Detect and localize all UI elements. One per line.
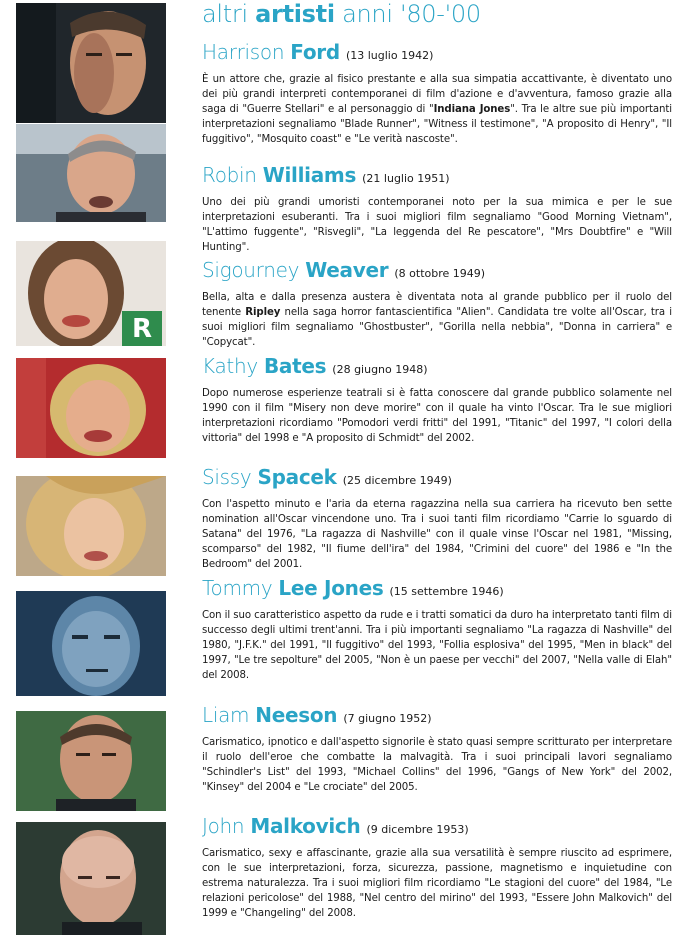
artist-last-name: Neeson: [255, 703, 338, 727]
artist-birthdate: (7 giugno 1952): [343, 712, 432, 725]
artist-bio: [202, 735, 672, 795]
photo-harrison-ford: [16, 3, 166, 123]
bio-bold-text: Ripley: [245, 307, 281, 318]
artist-birthdate: (8 ottobre 1949): [394, 267, 486, 280]
artist-bio: [202, 846, 672, 921]
bio-text-end: nella saga horror fantascientifica "Alien". Candidata tre volte all'Oscar, tra i suoi migliori film segnaliamo "Ghostbuster", "Gorilla nella nebbia", "Donna in carriera" e "Copycat".: [202, 307, 672, 348]
artist-last-name: Ford: [290, 40, 340, 64]
artist-last-name: Malkovich: [250, 814, 361, 838]
artist-entry-liam-neeson: [202, 703, 672, 795]
bio-text: Dopo numerose esperienze teatrali si è fatta conoscere dal grande pubblico solamente nel 1990 con il film "Misery non deve morire" con il quale ha vinto l'Oscar. Tra le sue migliori interpretazioni ricordiamo "Pomodori verdi fritti" del 1991, "Titanic" del 1997, "I colori della vittoria" del 1998 e "A proposito di Schmidt" del 2002.: [202, 388, 672, 444]
artist-heading: [202, 814, 672, 842]
photo-kathy-bates: [16, 358, 166, 458]
artist-entry-harrison-ford: [202, 40, 672, 147]
artist-heading: [202, 258, 672, 286]
artist-entry-john-malkovich: [202, 814, 672, 921]
artist-heading: [202, 703, 672, 731]
artist-first-name: Harrison: [202, 40, 291, 64]
artist-last-name: Spacek: [257, 465, 337, 489]
artist-entry-robin-williams: [202, 163, 672, 255]
artist-last-name: Lee Jones: [278, 576, 384, 600]
photo-robin-williams: [16, 124, 166, 222]
artist-heading: [202, 465, 672, 493]
artist-bio: [202, 386, 672, 446]
artist-entry-kathy-bates: [202, 354, 672, 446]
artist-first-name: Robin: [202, 163, 263, 187]
title-suffix: anni '80-'00: [334, 0, 481, 28]
artist-last-name: Williams: [262, 163, 357, 187]
photo-sigourney-weaver: [16, 241, 166, 346]
artist-bio: [202, 608, 672, 683]
artist-heading: [202, 576, 672, 604]
artist-first-name: Kathy: [202, 354, 264, 378]
artist-birthdate: (28 giugno 1948): [332, 363, 428, 376]
artist-first-name: Sissy: [202, 465, 258, 489]
bio-text: Con l'aspetto minuto e l'aria da eterna ragazzina nella sua carriera ha ricevuto ben sette nomination all'Oscar vincendone uno. Tra i suoi tanti film ricordiamo "Carrie lo sguardo di Satana" del 1976, "La ragazza di Nashville" con il quale vinse l'Oscar nel 1981, "Missing, scomparso" del 1982, "Il fiume dell'ira" del 1984, "Crimini del cuore" del 1986 e "In the Bedroom" del 2001.: [202, 499, 672, 570]
artist-bio: [202, 497, 672, 572]
photo-tommy-lee-jones: [16, 591, 166, 696]
bio-bold-text: Indiana Jones: [433, 104, 511, 115]
artist-heading: [202, 354, 672, 382]
title-prefix: altri: [202, 0, 256, 28]
photo-liam-neeson: [16, 711, 166, 811]
artist-birthdate: (25 dicembre 1949): [342, 474, 452, 487]
bio-text: Uno dei più grandi umoristi contemporanei noto per la sua mimica e per le sue interpretazioni esuberanti. Tra i suoi migliori film segnaliamo "Good Morning Vietnam", "L'attimo fuggente", "Risvegli", "La leggenda del Re pescatore", "Mrs Doubtfire" e "Will Hunting".: [202, 197, 672, 253]
page-title: [202, 0, 481, 28]
artist-first-name: John: [202, 814, 251, 838]
artist-birthdate: (15 settembre 1946): [389, 585, 504, 598]
artist-bio: [202, 290, 672, 350]
artist-first-name: Sigourney: [202, 258, 306, 282]
artist-bio: [202, 72, 672, 147]
bio-text: Con il suo caratteristico aspetto da rude e i tratti somatici da duro ha interpretato tanti film di successo degli ultimi trent'anni. Tra i più importanti segnaliamo "La ragazza di Nashville" del 1980, "J.F.K." del 1991, "Il fuggitivo" del 1993, "Follia esplosiva" del 1995, "Men in black" del 1997, "Le tre sepolture" del 2005, "Non è un paese per vecchi" del 2007, "Nella valle di Elah" del 2008.: [202, 610, 672, 681]
artist-first-name: Tommy: [202, 576, 279, 600]
artist-entry-sigourney-weaver: [202, 258, 672, 350]
artist-birthdate: (13 luglio 1942): [345, 49, 434, 62]
photo-badge-letter: R: [131, 314, 153, 344]
artist-heading: [202, 40, 672, 68]
artist-last-name: Bates: [263, 354, 327, 378]
bio-text: È un attore che, grazie al fisico prestante e alla sua simpatia accattivante, è diventato uno dei più grandi interpreti contemporanei di film d'azione e d'avventura, famoso grazie alla saga di "Guerre Stellari" e al personaggio di ": [202, 74, 672, 115]
artist-heading: [202, 163, 672, 191]
artist-entry-sissy-spacek: [202, 465, 672, 572]
artist-birthdate: (21 luglio 1951): [362, 172, 450, 185]
artist-bio: [202, 195, 672, 255]
artist-birthdate: (9 dicembre 1953): [366, 823, 469, 836]
bio-text: Bella, alta e dalla presenza austera è diventata nota al grande pubblico per il ruolo del tenente: [202, 292, 672, 318]
bio-text: Carismatico, sexy e affascinante, grazie alla sua versatilità è sempre riuscito ad esprimere, con le sue interpretazioni, forza, sicurezza, passione, magnetismo e inquietudine con estrema naturalezza. Tra i suoi migliori film ricordiamo "Le stagioni del cuore" del 1984, "Le relazioni pericolose" del 1988, "Nel centro del mirino" del 1993, "Essere John Malkovich" del 1999 e "Changeling" del 2008.: [202, 848, 672, 919]
photo-john-malkovich: [16, 822, 166, 935]
title-bold: artisti: [255, 0, 335, 28]
artist-first-name: Liam: [202, 703, 256, 727]
bio-text: Carismatico, ipnotico e dall'aspetto signorile è stato quasi sempre scritturato per interpretare il ruolo dell'eroe che combatte la malvagità. Tra i suoi principali lavori segnaliamo "Schindler's List" del 1993, "Michael Collins" del 1996, "Gangs of New York" del 2002, "Kinsey" del 2004 e "Le crociate" del 2005.: [202, 737, 672, 793]
artist-last-name: Weaver: [305, 258, 389, 282]
artist-entry-tommy-lee-jones: [202, 576, 672, 683]
photo-sissy-spacek: [16, 476, 166, 576]
bio-text-end: ". Tra le altre sue più importanti interpretazioni segnaliamo "Blade Runner", "Witness il testimone", "A proposito di Henry", "Il fuggitivo", "Mosquito coast" e "Le verità nascoste".: [202, 104, 672, 145]
